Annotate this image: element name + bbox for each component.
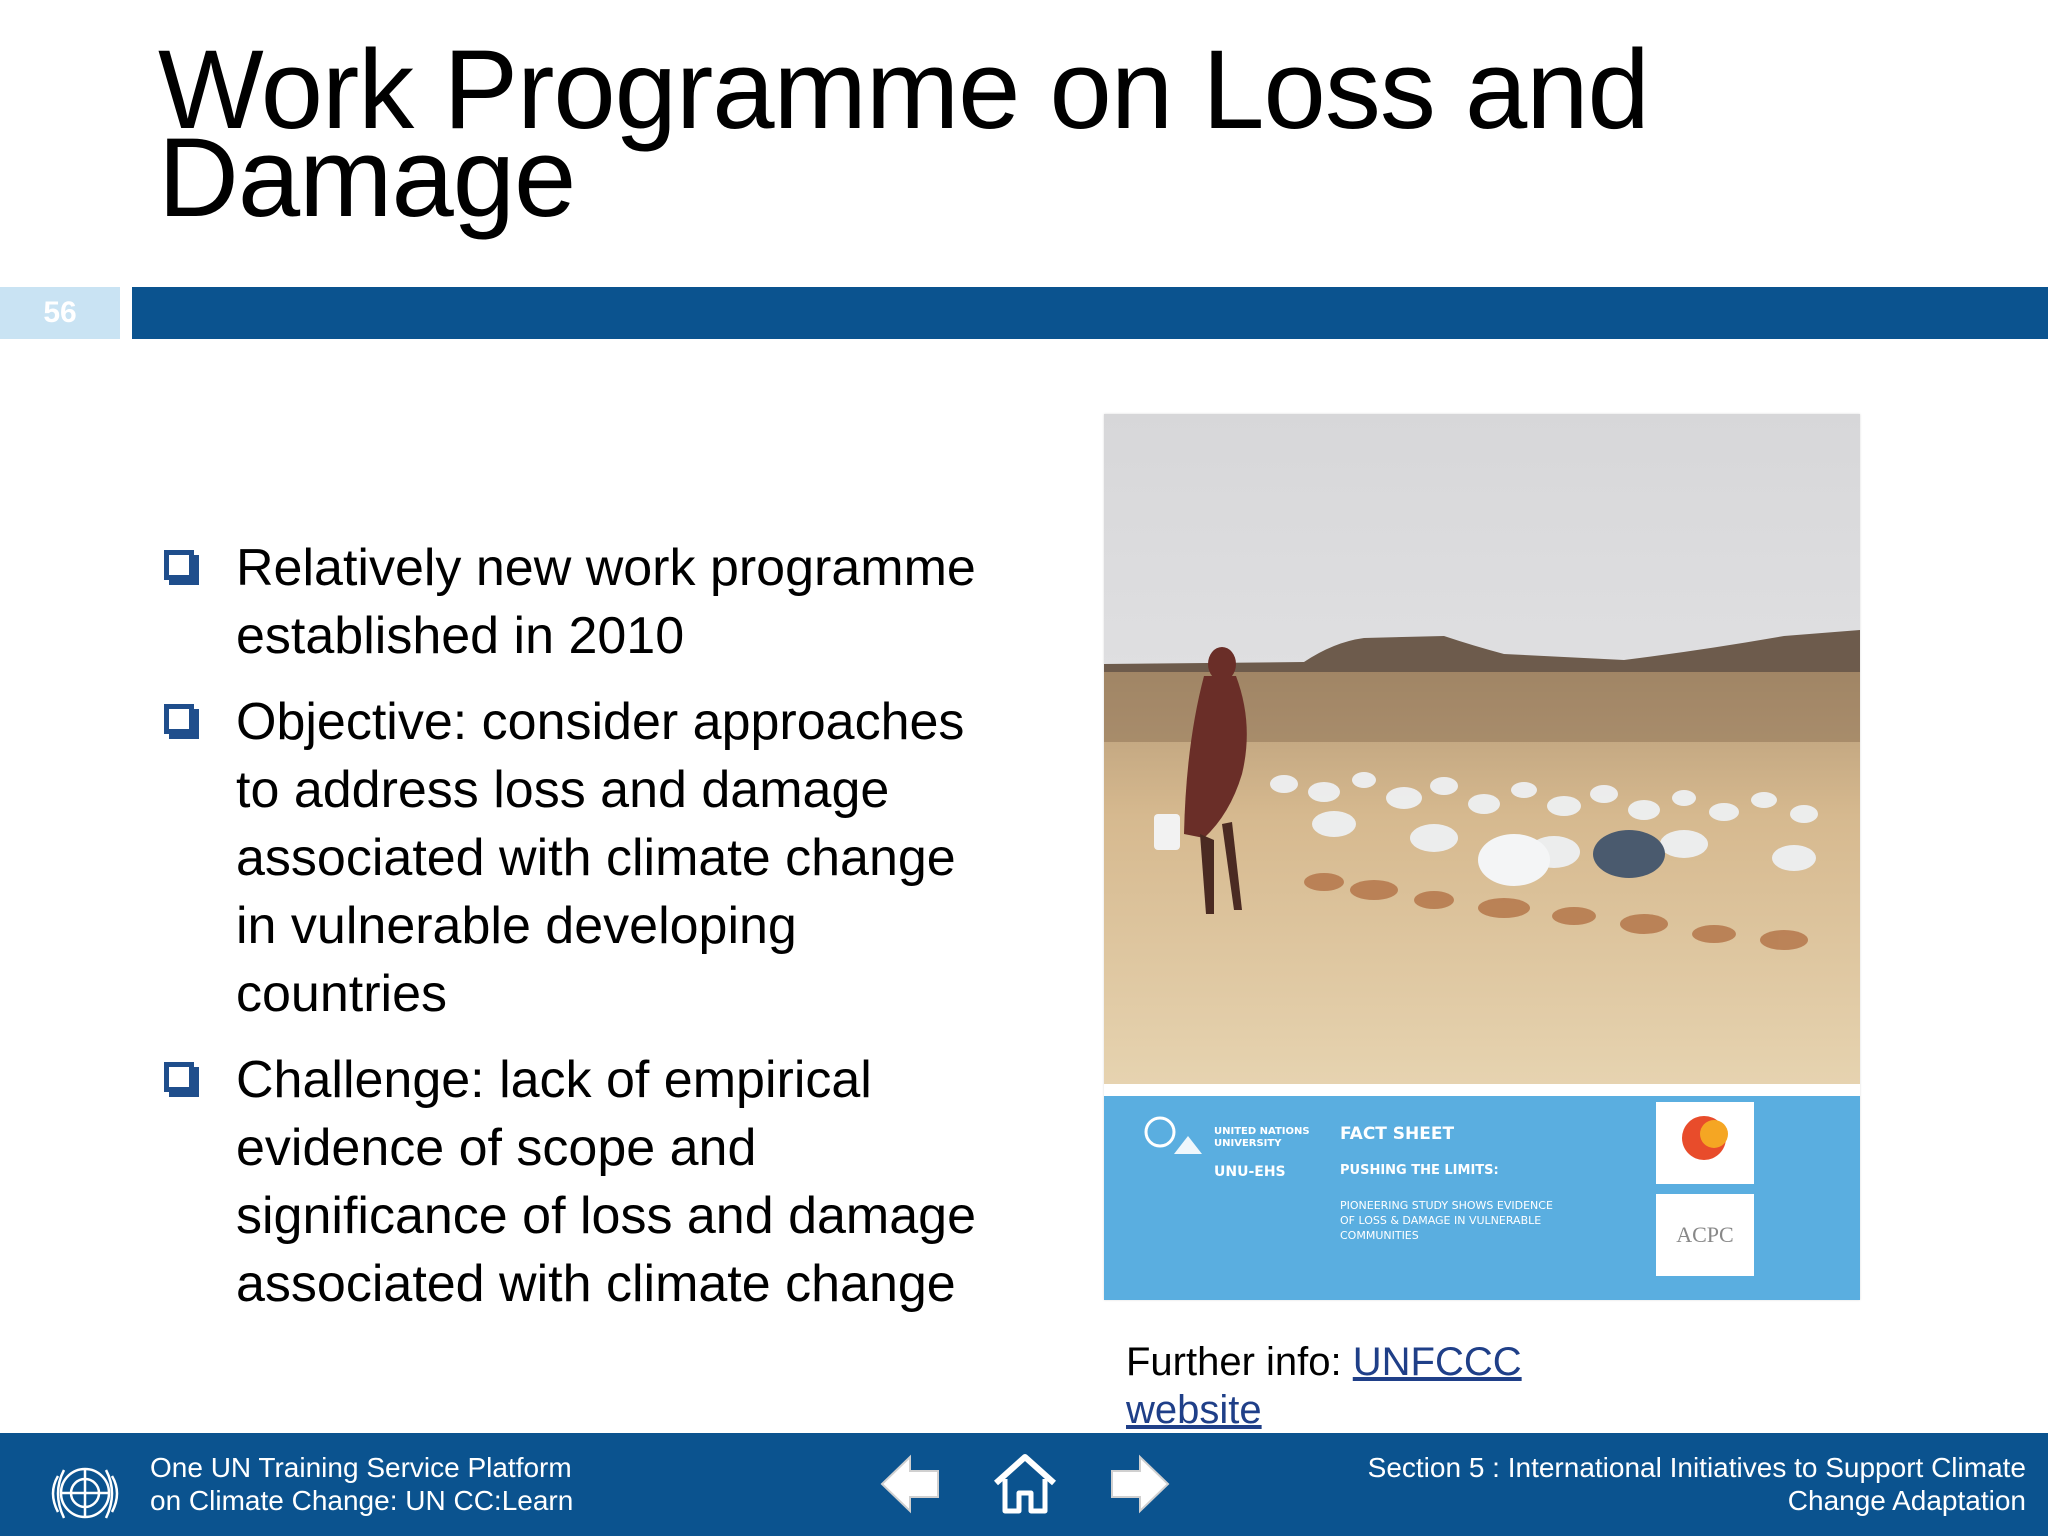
bullet-text: Challenge: lack of empirical evidence of scope and significance of loss and damage associated with climate change [236, 1051, 977, 1313]
fact-sheet-org-line-1: UNITED NATIONS [1214, 1126, 1310, 1137]
fact-sheet-body-line-3: COMMUNITIES [1340, 1229, 1419, 1242]
arrow-right-icon[interactable] [1106, 1451, 1176, 1517]
bullet-list [160, 534, 1010, 1336]
footer-left-line-2: on Climate Change: UN CC:Learn [150, 1485, 574, 1516]
arrow-left-icon[interactable] [874, 1451, 944, 1517]
further-info [1126, 1338, 1626, 1434]
fact-sheet-org-short: UNU-EHS [1214, 1164, 1286, 1180]
slide-title-line-2: Damage [158, 115, 576, 240]
fact-sheet-body [1340, 1198, 1553, 1243]
further-info-prefix: Further info: [1126, 1340, 1353, 1384]
square-checkbox-icon [164, 1062, 194, 1092]
footer-right-line-1: Section 5 : International Initiatives to Support Climate [1367, 1452, 2026, 1483]
square-checkbox-icon [164, 704, 194, 734]
bullet-item [160, 534, 1010, 670]
unfccc-link-line-2[interactable]: website [1126, 1388, 1262, 1432]
footer-right-line-2: Change Adaptation [1787, 1485, 2026, 1516]
footer-section-name [1368, 1451, 2026, 1517]
slide-number: 56 [0, 287, 120, 339]
bullet-text: Objective: consider approaches to address loss and damage associated with climate change in vulnerable developing countries [236, 693, 965, 1023]
square-checkbox-icon [164, 550, 194, 580]
acpc-logo: ACPC [1656, 1194, 1754, 1276]
footer-left-line-1: One UN Training Service Platform [150, 1452, 572, 1483]
unfccc-link-line-1[interactable]: UNFCCC [1352, 1340, 1522, 1384]
footer-bar [0, 1433, 2048, 1536]
un-emblem-icon [38, 1446, 132, 1540]
fact-sheet-subheading: PUSHING THE LIMITS: [1340, 1163, 1499, 1178]
bullet-text: Relatively new work programme established in 2010 [236, 539, 976, 665]
bullet-item [160, 688, 1010, 1028]
home-icon[interactable] [990, 1451, 1060, 1517]
fact-sheet-org-line-2: UNIVERSITY [1214, 1138, 1282, 1149]
footer-platform-name [150, 1451, 573, 1517]
fact-sheet-heading: FACT SHEET [1340, 1124, 1455, 1144]
fact-sheet-body-line-1: PIONEERING STUDY SHOWS EVIDENCE [1340, 1199, 1553, 1212]
fact-sheet-body-line-2: OF LOSS & DAMAGE IN VULNERABLE [1340, 1214, 1542, 1227]
title-divider-bar [132, 287, 2048, 339]
slide-title-line-1: Work Programme on Loss and [158, 27, 1649, 152]
fact-sheet-cover-image [1104, 414, 1860, 1300]
fact-sheet-org-name [1214, 1126, 1310, 1150]
bullet-item [160, 1046, 1010, 1318]
slide-title [158, 27, 1958, 240]
